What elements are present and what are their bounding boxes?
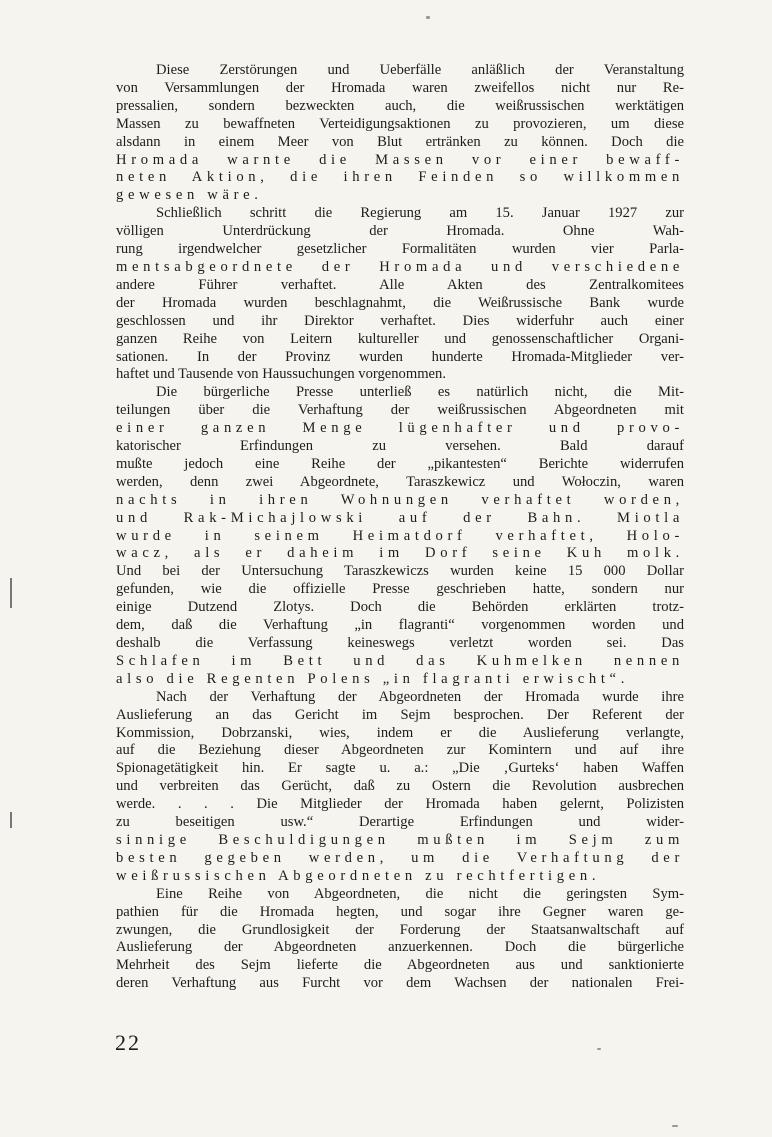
text-line: werden, denn zwei Abgeordnete, Taraszkewicz und Wołoczin, waren [116, 473, 684, 490]
text-line: gefunden, wie die offizielle Presse geschrieben hatte, sondern nur [116, 581, 684, 598]
text-line: Die bürgerliche Presse unterließ es natürlich nicht, die Mit- [156, 384, 684, 401]
text-line: Eine Reihe von Abgeordneten, die nicht die geringsten Sym- [156, 885, 684, 902]
text-line: Hromada warnte die Massen vor einer bewaff- [116, 151, 684, 168]
text-line: sinnige Beschuldigungen mußten im Sejm zum [116, 831, 684, 848]
text-line: Auslieferung der Abgeordneten anzuerkennen. Doch die bürgerliche [116, 939, 684, 956]
text-line: einige Dutzend Zlotys. Doch die Behörden erklärten trotz- [116, 599, 684, 616]
text-line: geschlossen und ihr Direktor verhaftet. Dies widerfuhr auch einer [116, 312, 684, 329]
text-line: deren Verhaftung aus Furcht vor dem Wachsen der nationalen Frei- [116, 975, 684, 992]
text-line: und Rak-Michajlowski auf der Bahn. Miotla [116, 509, 684, 526]
scan-speck [597, 1048, 601, 1050]
text-line: der Hromada wurden beschlagnahmt, die Weißrussische Bank wurde [116, 294, 684, 311]
text-line: wacz, als er daheim im Dorf seine Kuh molk. [116, 545, 684, 562]
scan-speck [426, 16, 430, 19]
text-line: weißrussischen Abgeordneten zu rechtfertigen. [116, 867, 601, 884]
text-line: also die Regenten Polens „in flagranti erwischt“. [116, 670, 630, 687]
text-line: auf die Beziehung dieser Abgeordneten zur Komintern und auf ihre [116, 742, 684, 759]
text-line: nachts in ihren Wohnungen verhaftet worden, [116, 491, 684, 508]
text-line: völligen Unterdrückung der Hromada. Ohne Wah- [116, 223, 684, 240]
text-line: dem, daß die Verhaftung „in flagranti“ vorgenommen worden und [116, 617, 684, 634]
text-line: Auslieferung an das Gericht im Sejm besprochen. Der Referent der [116, 706, 684, 723]
text-line: Massen zu bewaffneten Verteidigungsaktionen zu provozieren, um diese [116, 115, 684, 132]
text-line: mentsabgeordnete der Hromada und verschiedene [116, 258, 684, 275]
text-line: andere Führer verhaftet. Alle Akten des Zentralkomitees [116, 276, 684, 293]
text-line: besten gegeben werden, um die Verhaftung der [116, 849, 684, 866]
text-line: zwungen, die Grundlosigkeit der Forderung der Staatsanwaltschaft auf [116, 921, 684, 938]
text-line: haftet und Tausende von Haussuchungen vorgenommen. [116, 366, 446, 383]
text-line: Spionagetätigkeit hin. Er sagte u. a.: „Die ‚Gurteks‘ haben Waffen [116, 760, 684, 777]
text-line: ganzen Reihe von Leitern kultureller und genossenschaftlicher Organi- [116, 330, 684, 347]
text-line: teilungen über die Verhaftung der weißrussischen Abgeordneten mit [116, 402, 684, 419]
text-line: Schließlich schritt die Regierung am 15. Januar 1927 zur [156, 205, 684, 222]
page-number: 22 [115, 1030, 141, 1055]
scan-speck [672, 1125, 678, 1127]
text-line: gewesen wäre. [116, 187, 263, 204]
text-line: Und bei der Untersuchung Taraszkewiczs wurden keine 15 000 Dollar [116, 563, 684, 580]
text-line: pressalien, sondern bezweckten auch, die weißrussischen werktätigen [116, 97, 684, 114]
body-text [116, 62, 684, 993]
text-line: rung irgendwelcher gesetzlicher Formalitäten wurden vier Parla- [116, 241, 684, 258]
text-line: einer ganzen Menge lügenhafter und provo- [116, 420, 684, 437]
text-line: sationen. In der Provinz wurden hunderte Hromada-Mitglieder ver- [116, 348, 684, 365]
text-line: werde. . . . Die Mitglieder der Hromada haben gelernt, Polizisten [116, 796, 684, 813]
text-line: zu beseitigen usw.“ Derartige Erfindungen und wider- [116, 814, 684, 831]
text-line: Kommission, Dobrzanski, wies, indem er die Auslieferung verlangte, [116, 724, 684, 741]
text-line: Schlafen im Bett und das Kuhmelken nennen [116, 652, 684, 669]
text-line: pathien für die Hromada hegten, und sogar ihre Gegner waren ge- [116, 903, 684, 920]
text-line: alsdann in einem Meer von Blut ertränken zu können. Doch die [116, 133, 684, 150]
text-line: neten Aktion, die ihren Feinden so willkommen [116, 169, 684, 186]
text-line: Mehrheit des Sejm lieferte die Abgeordneten aus und sanktionierte [116, 957, 684, 974]
scan-edge-mark [10, 812, 12, 828]
text-line: wurde in seinem Heimatdorf verhaftet, Holo- [116, 527, 684, 544]
text-line: von Versammlungen der Hromada waren zweifellos nicht nur Re- [116, 79, 684, 96]
text-line: katorischer Erfindungen zu versehen. Bald darauf [116, 438, 684, 455]
scan-edge-mark [10, 578, 12, 608]
text-line: deshalb die Verfassung keineswegs verletzt worden sei. Das [116, 635, 684, 651]
text-line: Diese Zerstörungen und Ueberfälle anläßlich der Veranstaltung [156, 62, 684, 78]
text-line: mußte jedoch eine Reihe der „pikantesten“ Berichte widerrufen [116, 455, 684, 472]
text-line: Nach der Verhaftung der Abgeordneten der Hromada wurde ihre [156, 688, 684, 705]
text-line: und verbreiten das Gerücht, daß zu Ostern die Revolution ausbrechen [116, 778, 684, 795]
